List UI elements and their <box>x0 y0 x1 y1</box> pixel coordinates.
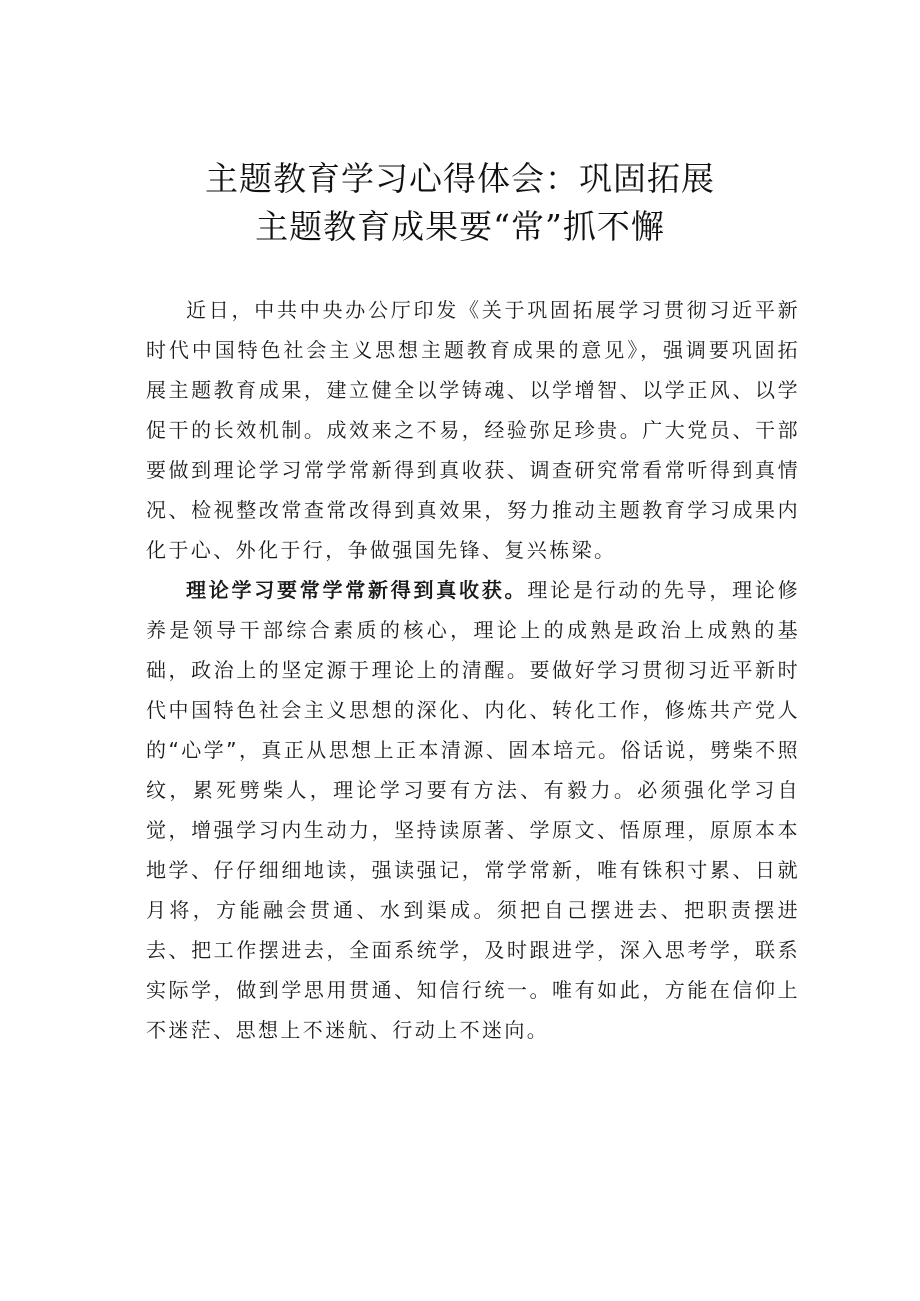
title-line-2: 主题教育成果要“常”抓不懈 <box>255 207 665 246</box>
paragraph-theory-study-text: 理论是行动的先导，理论修养是领导干部综合素质的核心，理论上的成熟是政治上成熟的基础，政治上的坚定源于理论上的清醒。要做好学习贯彻习近平新时代中国特色社会主义思想的深化、内化、转化工作，修炼共产党人的“心学”，真正从思想上正本清源、固本培元。俗话说，劈柴不照纹，累死劈柴人，理论学习要有方法、有毅力。必须强化学习自觉，增强学习内生动力，坚持读原著、学原文、悟原理，原原本本地学、仔仔细细地读，强读强记，常学常新，唯有铢积寸累、日就月将，方能融会贯通、水到渠成。须把自己摆进去、把职责摆进去、把工作摆进去，全面系统学，及时跟进学，深入思考学，联系实际学，做到学思用贯通、知信行统一。唯有如此，方能在信仰上不迷茫、思想上不迷航、行动上不迷向。 <box>146 578 800 1042</box>
paragraph-theory-study <box>146 570 800 1050</box>
document-title <box>120 155 800 251</box>
title-line-1: 主题教育学习心得体会：巩固拓展 <box>205 159 715 198</box>
paragraph-theory-study-heading: 理论学习要常学常新得到真收获。 <box>186 578 528 602</box>
paragraph-intro-text: 近日，中共中央办公厅印发《关于巩固拓展学习贯彻习近平新时代中国特色社会主义思想主题教育成果的意见》，强调要巩固拓展主题教育成果，建立健全以学铸魂、以学增智、以学正风、以学促干的长效机制。成效来之不易，经验弥足珍贵。广大党员、干部要做到理论学习常学常新得到真收获、调查研究常看常听得到真情况、检视整改常查常改得到真效果，努力推动主题教育学习成果内化于心、外化于行，争做强国先锋、复兴栋梁。 <box>146 298 800 562</box>
document-body <box>146 290 800 1050</box>
paragraph-intro <box>146 290 800 570</box>
